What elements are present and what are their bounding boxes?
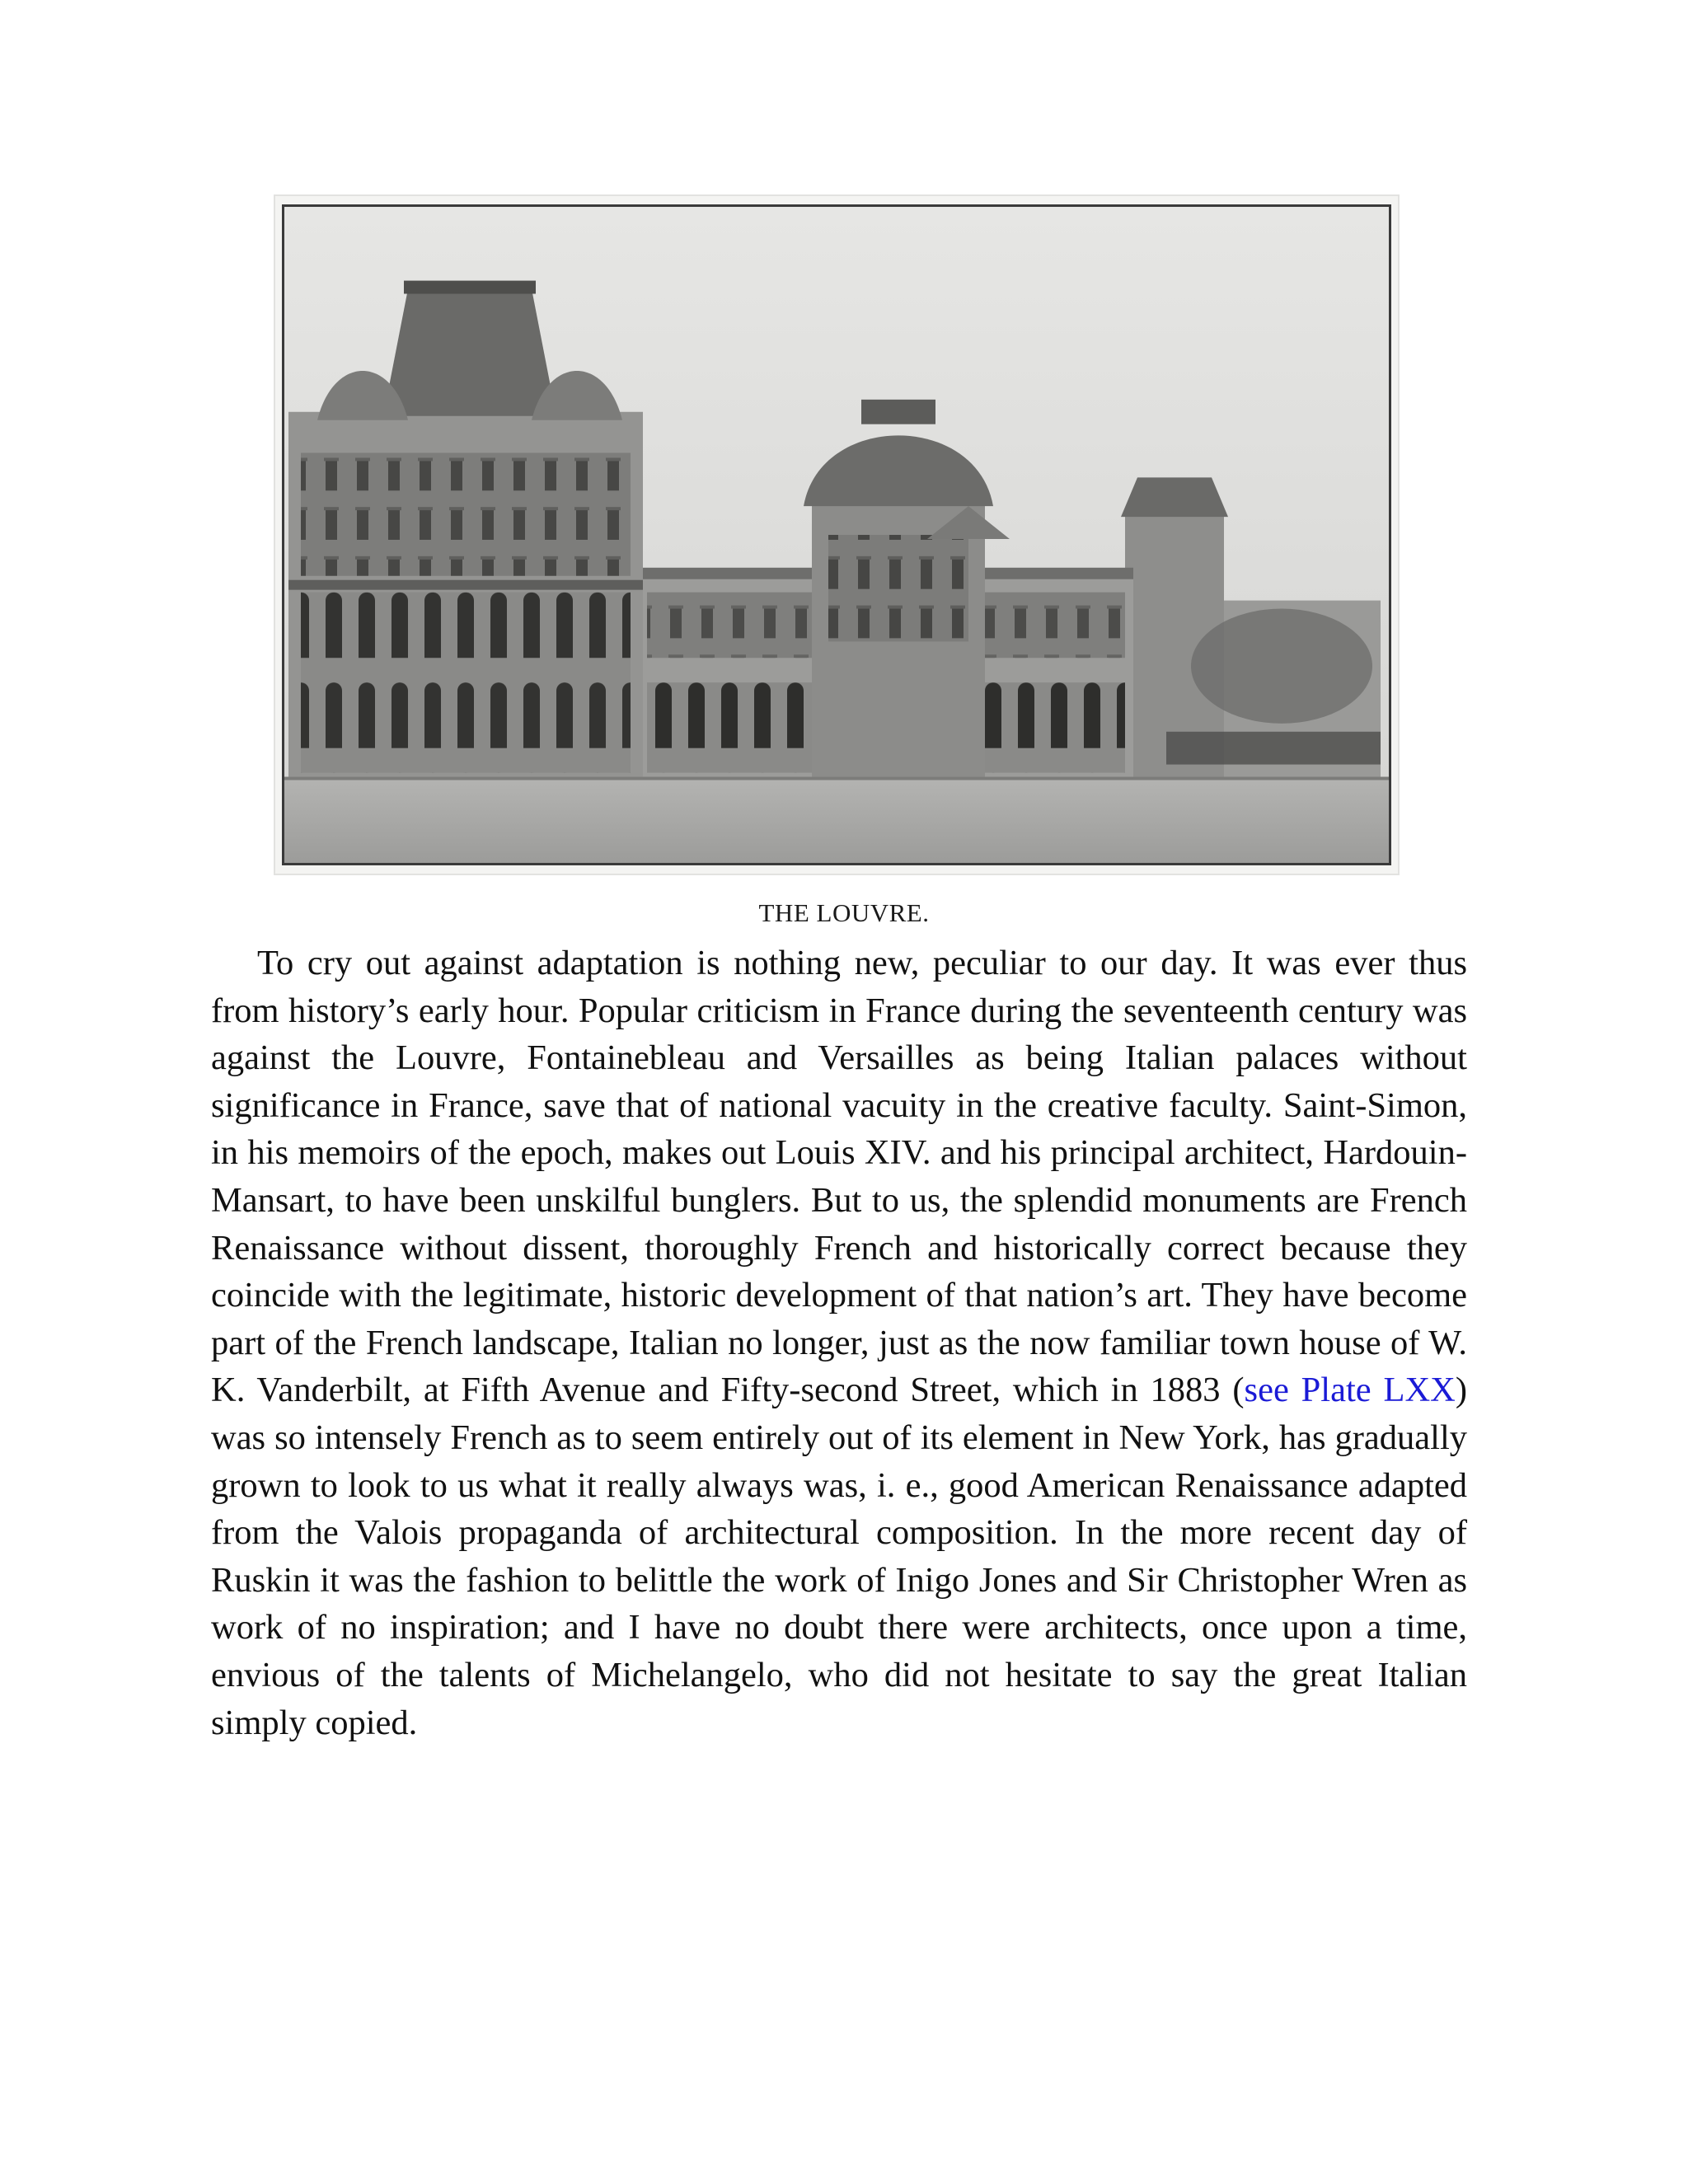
- louvre-illustration: [284, 207, 1389, 863]
- paragraph-text-before-link: To cry out against adaptation is nothing new, peculiar to our day. It was ever thus from history’s early hour. Popular criticism in France during the seventeenth century was against the Louvre, Fontainebleau and Versailles as being Italian palaces without significance in France, save that of national vacuity in the creative faculty. Saint-Simon, in his memoirs of the epoch, makes out Louis XIV. and his principal architect, Hardouin-Mansart, to have been unskilful bunglers. But to us, the splendid monuments are French Renaissance without dissent, thoroughly French and historically correct because they coincide with the legitimate, historic development of that nation’s art. They have become part of the French landscape, Italian no longer, just as the now familiar town house of W. K. Vanderbilt, at Fifth Avenue and Fifty-second Street, which in 1883 (: [211, 944, 1467, 1410]
- louvre-photograph: [282, 204, 1391, 865]
- paragraph-text-after-link: ) was so intensely French as to seem entirely out of its element in New York, has gradually grown to look to us what it really always was, i. e., good American Renaissance adapted from the Valois propaganda of architectural composition. In the more recent day of Ruskin it was the fashion to belittle the work of Inigo Jones and Sir Christopher Wren as work of no inspiration; and I have no doubt there were architects, once upon a time, envious of the talents of Michelangelo, who did not hesitate to say the great Italian simply copied.: [211, 1371, 1467, 1742]
- body-paragraph: [211, 940, 1467, 1746]
- louvre-plate: [274, 194, 1400, 875]
- plate-lxx-link[interactable]: see Plate LXX: [1244, 1371, 1456, 1410]
- figure-caption: THE LOUVRE.: [758, 898, 930, 927]
